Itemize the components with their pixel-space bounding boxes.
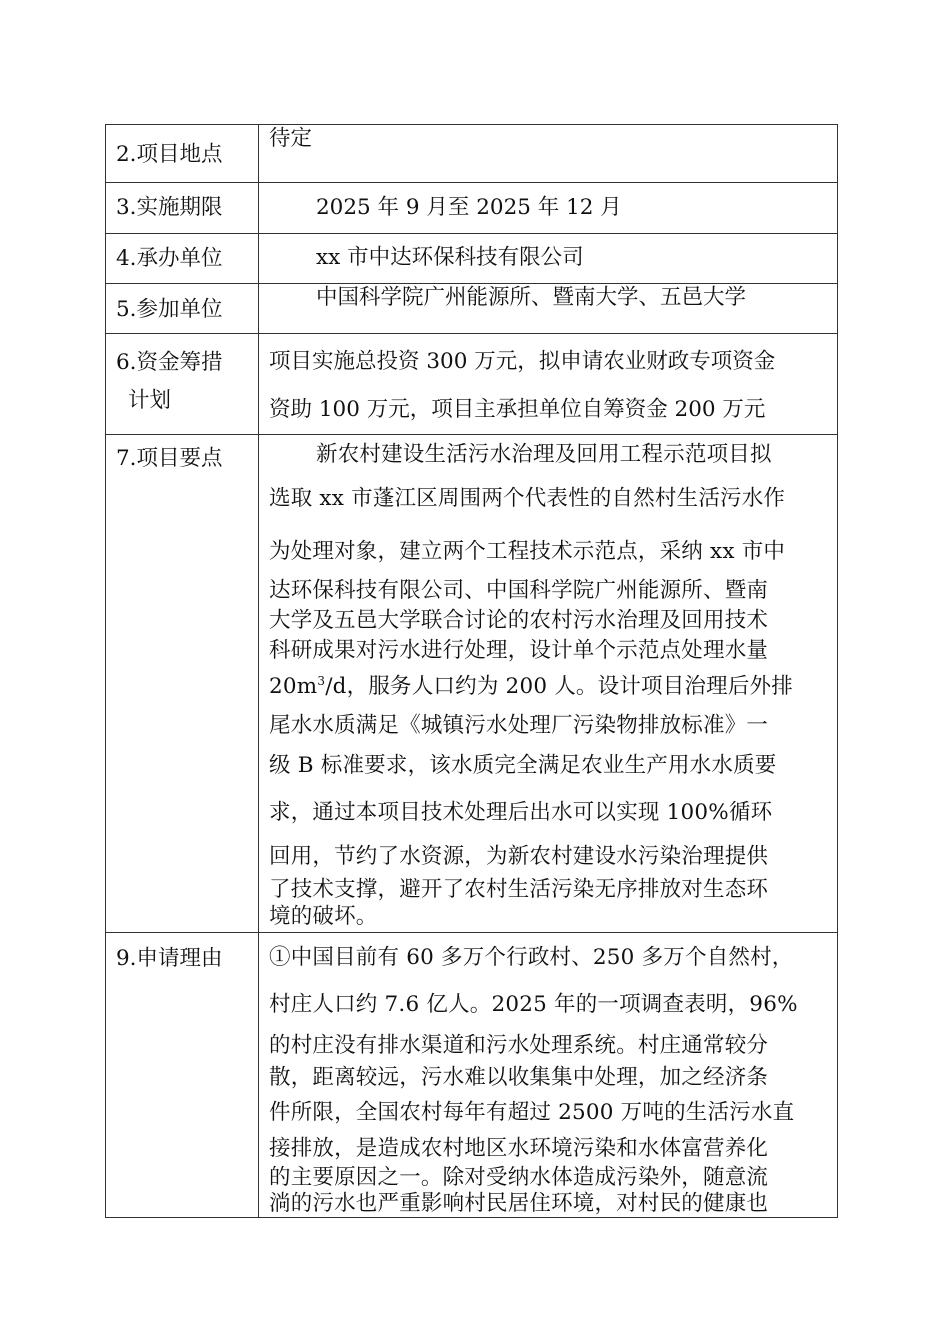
project-info-table (105, 124, 838, 1218)
key-points-line: 新农村建设生活污水治理及回用工程示范项目拟 (316, 442, 772, 467)
table-row-key-points (106, 435, 838, 933)
row-label: 2.项目地点 (116, 142, 223, 167)
label-cell (106, 234, 259, 284)
table-row-period (106, 183, 838, 234)
row-label-line: 计划 (128, 388, 172, 413)
period-value: 2025 年 9 月至 2025 年 12 月 (316, 195, 622, 220)
key-points-line: 级 B 标准要求，该水质完全满足农业生产用水水质要 (269, 753, 777, 778)
reason-line: 接排放，是造成农村地区水环境污染和水体富营养化 (269, 1136, 769, 1161)
table-row-participants (106, 284, 838, 334)
reason-line: 的主要原因之一。除对受纳水体造成污染外，随意流 (269, 1165, 769, 1190)
value-cell (259, 183, 838, 234)
key-points-line: $20m^3/d$，服务人口约为 200 人。设计项目治理后外排 (269, 673, 793, 699)
key-points-line: 求，通过本项目技术处理后出水可以实现 100%循环 (269, 800, 773, 825)
label-cell (106, 284, 259, 334)
row-label: 5.参加单位 (116, 297, 223, 322)
reason-line: 的村庄没有排水渠道和污水处理系统。村庄通常较分 (269, 1033, 769, 1058)
location-value: 待定 (269, 126, 313, 151)
value-cell (259, 125, 838, 183)
reason-line: 件所限，全国农村每年有超过 2500 万吨的生活污水直 (269, 1100, 795, 1125)
label-cell (106, 933, 259, 1218)
key-points-line: 科研成果对污水进行处理，设计单个示范点处理水量 (269, 638, 769, 663)
key-points-line: 为处理对象，建立两个工程技术示范点，采纳 xx 市中 (269, 539, 786, 564)
capacity-value: $20m^3/d$ (269, 673, 347, 699)
label-cell (106, 183, 259, 234)
table-row-funding (106, 334, 838, 435)
organizer-value: xx 市中达环保科技有限公司 (316, 245, 584, 270)
value-cell (259, 933, 838, 1218)
key-points-line: 境的破坏。 (269, 904, 378, 929)
key-points-line: 大学及五邑大学联合讨论的农村污水治理及回用技术 (269, 608, 769, 633)
key-points-line: 回用，节约了水资源，为新农村建设水污染治理提供 (269, 844, 769, 869)
row-label-line: 6.资金筹措 (116, 350, 223, 375)
reason-line: ①中国目前有 60 多万个行政村、250 多万个自然村， (269, 945, 794, 970)
label-cell (106, 435, 259, 933)
key-points-line: 达环保科技有限公司、中国科学院广州能源所、暨南 (269, 578, 769, 603)
value-cell (259, 435, 838, 933)
reason-line: 村庄人口约 7.6 亿人。2025 年的一项调查表明，96% (269, 992, 798, 1017)
value-cell (259, 284, 838, 334)
row-label: 3.实施期限 (116, 195, 223, 220)
reason-line: 散，距离较远，污水难以收集集中处理，加之经济条 (269, 1065, 769, 1090)
row-label (106, 334, 258, 420)
key-points-line: 尾水水质满足《城镇污水处理厂污染物排放标准》一 (269, 713, 769, 738)
funding-line: 项目实施总投资 300 万元，拟申请农业财政专项资金 (269, 349, 776, 374)
key-points-line: 选取 xx 市蓬江区周围两个代表性的自然村生活污水作 (269, 486, 786, 511)
key-points-line: 了技术支撑，避开了农村生活污染无序排放对生态环 (269, 877, 769, 902)
label-cell (106, 125, 259, 183)
row-label: 9.申请理由 (116, 946, 223, 971)
table-row-location (106, 125, 838, 183)
table-row-reason (106, 933, 838, 1218)
label-cell (106, 334, 259, 435)
funding-line: 资助 100 万元，项目主承担单位自筹资金 200 万元 (269, 397, 766, 422)
participants-value: 中国科学院广州能源所、暨南大学、五邑大学 (316, 285, 747, 310)
value-cell (259, 334, 838, 435)
table-row-organizer (106, 234, 838, 284)
value-cell (259, 234, 838, 284)
row-label: 7.项目要点 (116, 446, 223, 471)
row-label: 4.承办单位 (116, 246, 223, 271)
reason-line: 淌的污水也严重影响村民居住环境，对村民的健康也 (269, 1191, 769, 1216)
